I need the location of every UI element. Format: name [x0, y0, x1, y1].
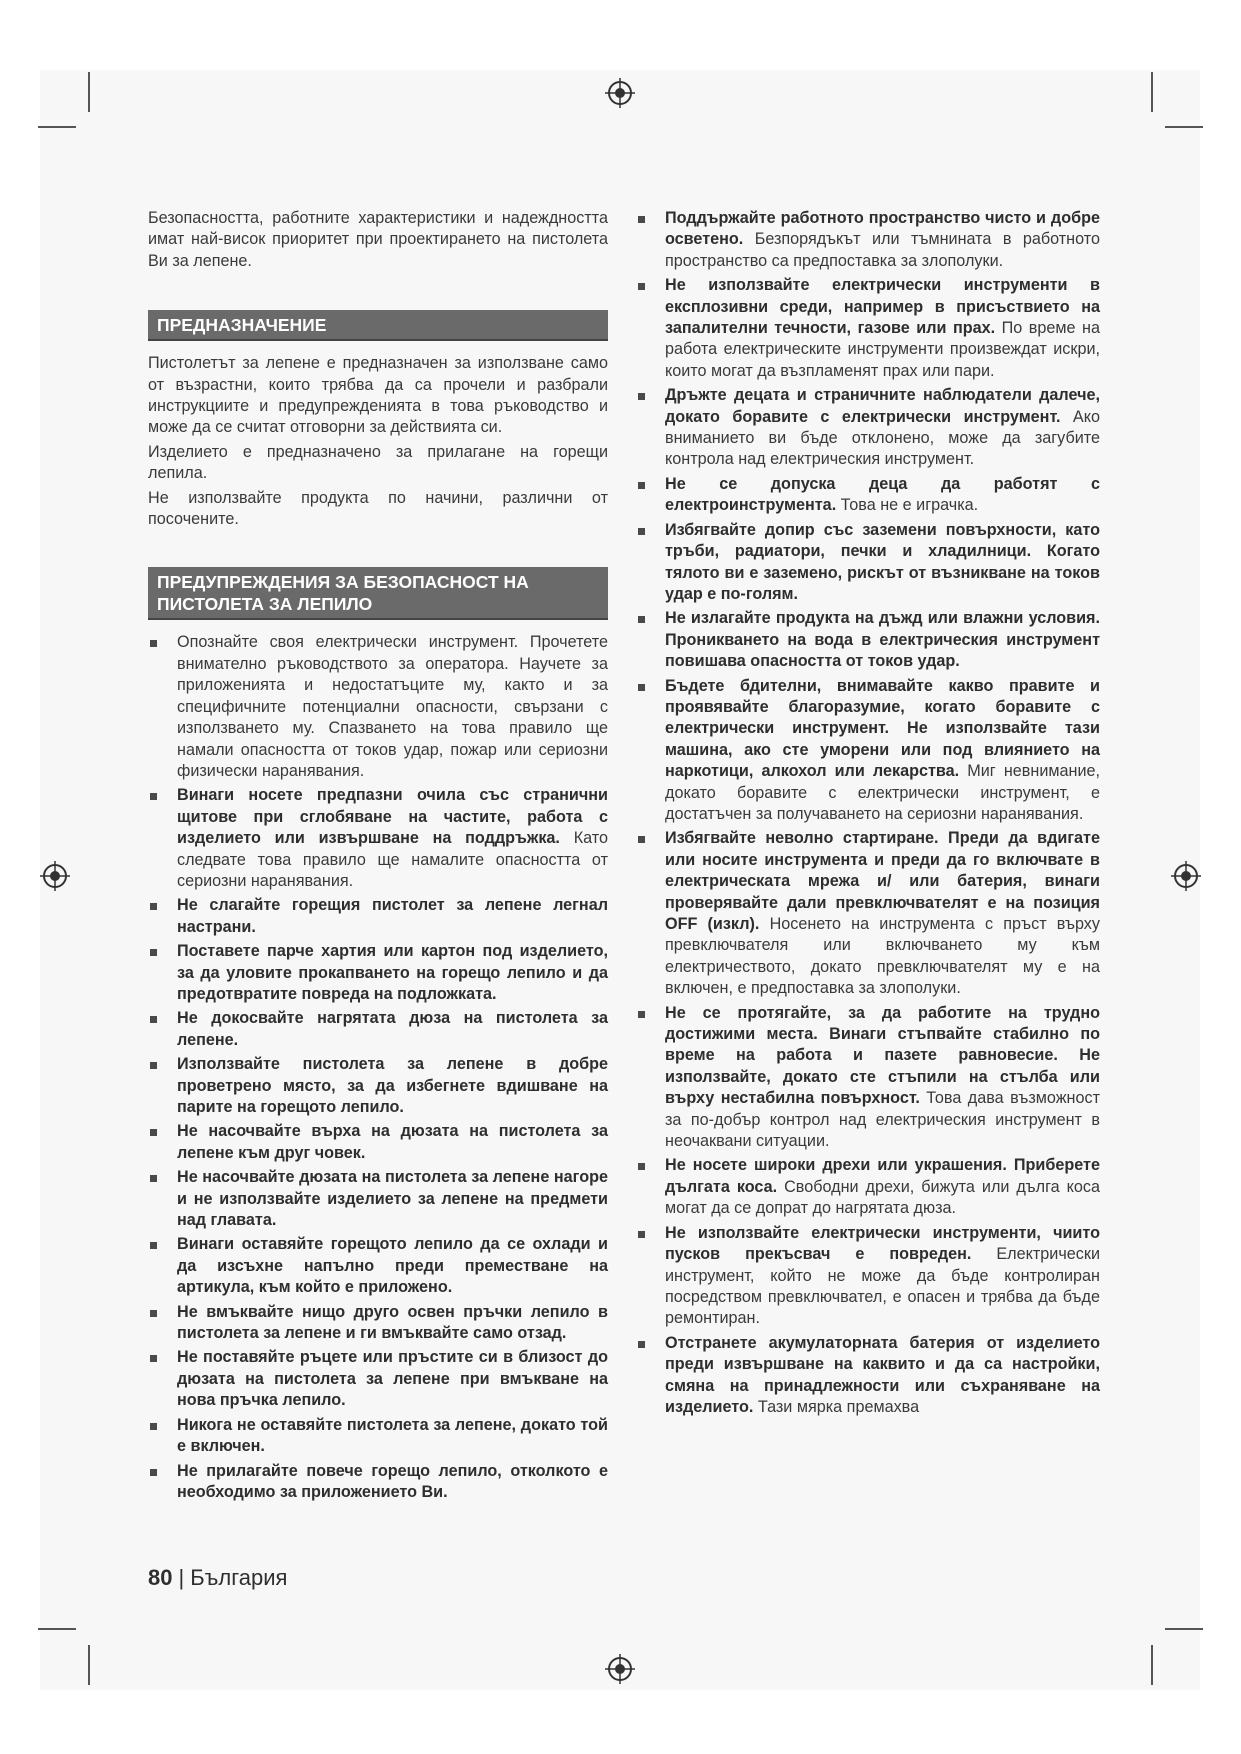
- crop-mark: [88, 1645, 90, 1685]
- bullet-square-icon: [638, 1231, 645, 1238]
- bullet-square-icon: [150, 903, 157, 910]
- list-item: Винаги оставяйте горещото лепило да се охлади и да изсъхне напълно преди преместване на артикула, към който е приложено.: [148, 1234, 608, 1298]
- bullet-square-icon: [150, 1469, 157, 1476]
- bullet-square-icon: [150, 1175, 157, 1182]
- bullet-square-icon: [150, 1062, 157, 1069]
- paragraph: Изделието е предназначено за прилагане на горещи лепила.: [148, 442, 608, 483]
- bullet-square-icon: [150, 1129, 157, 1136]
- bullet-square-icon: [638, 1341, 645, 1348]
- registration-mark-icon: [1171, 861, 1201, 891]
- list-item: Не слагайте горещия пистолет за лепене легнал настрани.: [148, 895, 608, 938]
- bullet-square-icon: [638, 216, 645, 223]
- bullet-square-icon: [638, 482, 645, 489]
- section-heading-safety-warnings: ПРЕДУПРЕЖДЕНИЯ ЗА БЕЗОПАСНОСТ НА ПИСТОЛЕТА ЗА ЛЕПИЛО: [148, 567, 608, 620]
- bullet-square-icon: [150, 793, 157, 800]
- bullet-square-icon: [638, 1163, 645, 1170]
- bullet-square-icon: [638, 283, 645, 290]
- list-item: Дръжте децата и страничните наблюдатели далече, докато боравите с електрически инструмент. Ако вниманието ви бъде отклонено, може да загубите контрола над електрическия инструмент.: [636, 385, 1100, 471]
- bullet-square-icon: [638, 616, 645, 623]
- list-item: Поставете парче хартия или картон под изделието, за да уловите прокапването на горещо лепило и да предотвратите повреда на подложката.: [148, 941, 608, 1005]
- list-item: Не насочвайте дюзата на пистолета за лепене нагоре и не използвайте изделието за лепене на предмети над главата.: [148, 1167, 608, 1231]
- list-item: Избягвайте неволно стартиране. Преди да вдигате или носите инструмента и преди да го включвате в електрическата мрежа и/ или батерия, винаги проверявайте дали превключвателят е на позиция OFF (изкл). Носенето на инструмента с пръст върху превключвателя или включването му към електричеството, докато превключвателят му е на включен, е предпоставка за злополуки.: [636, 828, 1100, 999]
- general-safety-list: [636, 208, 1100, 1418]
- list-item: Не насочвайте върха на дюзата на пистолета за лепене към друг човек.: [148, 1121, 608, 1164]
- bullet-square-icon: [150, 1242, 157, 1249]
- section-heading-purpose: ПРЕДНАЗНАЧЕНИЕ: [148, 310, 608, 341]
- bullet-square-icon: [638, 393, 645, 400]
- crop-mark: [1151, 1645, 1153, 1685]
- footer-separator: |: [178, 1565, 185, 1590]
- crop-mark: [88, 72, 90, 112]
- bullet-square-icon: [150, 1355, 157, 1362]
- crop-mark: [38, 126, 76, 128]
- right-column: [636, 208, 1100, 1421]
- list-item: Не докосвайте нагрятата дюза на пистолета за лепене.: [148, 1008, 608, 1051]
- list-item: Винаги носете предпазни очила със странични щитове при сглобяване на частите, работа с изделието или извършване на поддръжка. Като следвате това правило ще намалите опасността от сериозни наранявания.: [148, 785, 608, 892]
- list-item: Не използвайте електрически инструменти в експлозивни среди, например в присъствието на запалителни течности, газове или прах. По време на работа електрическите инструменти произвеждат искри, които могат да възпламенят прах или пари.: [636, 275, 1100, 382]
- bullet-square-icon: [150, 1423, 157, 1430]
- crop-mark: [1165, 1628, 1203, 1630]
- list-item: Не се протягайте, за да работите на трудно достижими места. Винаги стъпвайте стабилно по време на работа и пазете равновесие. Не използвайте, докато сте стъпили на стълба или върху нестабилна повърхност. Това дава възможност за по-добър контрол над електрическия инструмент в неочаквани ситуации.: [636, 1003, 1100, 1153]
- crop-mark: [38, 1628, 76, 1630]
- bullet-square-icon: [638, 684, 645, 691]
- list-item: Не носете широки дрехи или украшения. Приберете дългата коса. Свободни дрехи, бижута или дълга коса могат да се допрат до нагрятата дюза.: [636, 1155, 1100, 1219]
- list-item: Не излагайте продукта на дъжд или влажни условия. Проникването на вода в електрическия инструмент повишава опасността от токов удар.: [636, 608, 1100, 672]
- list-item: Не вмъквайте нищо друго освен пръчки лепило в пистолета за лепене и ги вмъквайте само отзад.: [148, 1302, 608, 1345]
- registration-mark-icon: [605, 1654, 635, 1684]
- list-item: Използвайте пистолета за лепене в добре проветрено място, за да избегнете вдишване на парите на горещото лепило.: [148, 1054, 608, 1118]
- footer-language: България: [190, 1565, 288, 1590]
- bullet-square-icon: [638, 1011, 645, 1018]
- left-column: [148, 208, 608, 1506]
- list-item: Не използвайте електрически инструменти, чиито пусков прекъсвач е повреден. Електрически инструмент, който не може да бъде контролиран посредством превключвател, е опасен и трябва да бъде ремонтиран.: [636, 1223, 1100, 1330]
- list-item: Никога не оставяйте пистолета за лепене, докато той е включен.: [148, 1415, 608, 1458]
- registration-mark-icon: [605, 78, 635, 108]
- crop-mark: [1165, 126, 1203, 128]
- paragraph: Не използвайте продукта по начини, различни от посочените.: [148, 488, 608, 529]
- crop-mark: [1151, 72, 1153, 112]
- list-item: Не прилагайте повече горещо лепило, отколкото е необходимо за приложението Ви.: [148, 1461, 608, 1504]
- list-item: Не се допуска деца да работят с електроинструмента. Това не е играчка.: [636, 474, 1100, 517]
- registration-mark-icon: [40, 861, 70, 891]
- page-footer: [148, 1565, 287, 1591]
- page-number: 80: [148, 1565, 173, 1590]
- list-item: Бъдете бдителни, внимавайте какво правите и проявявайте благоразумие, когато боравите с електрически инструмент. Не използвайте тази машина, ако сте уморени или под влиянието на наркотици, алкохол или лекарства. Миг невнимание, докато боравите с електрически инструмент, е достатъчен за получаването на сериозни наранявания.: [636, 676, 1100, 826]
- list-item: Избягвайте допир със заземени повърхности, като тръби, радиатори, печки и хладилници. Когато тялото ви е заземено, рискът от възникване на токов удар е по-голям.: [636, 520, 1100, 606]
- bullet-square-icon: [150, 1016, 157, 1023]
- list-item: Отстранете акумулаторната батерия от изделието преди извършване на каквито и да са настройки, смяна на принадлежности или съхраняване на изделието. Тази мярка премахва: [636, 1333, 1100, 1419]
- list-item: Опознайте своя електрически инструмент. Прочетете внимателно ръководството за оператора. Научете за приложенията и недостатъците му, както и за специфичните потенциални опасности, свързани с използването му. Спазването на това правило ще намали опасността от токов удар, пожар или сериозни физически наранявания.: [148, 632, 608, 782]
- safety-warnings-list: [148, 632, 608, 1503]
- bullet-square-icon: [638, 528, 645, 535]
- paragraph: Пистолетът за лепене е предназначен за използване само от възрастни, които трябва да са прочели и разбрали инструкциите и предупрежденията в това ръководство и може да се считат отговорни за действията си.: [148, 354, 608, 437]
- bullet-square-icon: [150, 949, 157, 956]
- list-item: Не поставяйте ръцете или пръстите си в близост до дюзата на пистолета за лепене при вмъкване на нова пръчка лепило.: [148, 1347, 608, 1411]
- bullet-square-icon: [150, 640, 157, 647]
- intro-paragraph: Безопасността, работните характеристики и надеждността имат най-висок приоритет при проектирането на пистолета Ви за лепене.: [148, 209, 608, 270]
- bullet-square-icon: [150, 1310, 157, 1317]
- list-item: Поддържайте работното пространство чисто и добре осветено. Безпорядъкът или тъмнината в работното пространство са предпоставка за злополуки.: [636, 208, 1100, 272]
- bullet-square-icon: [638, 836, 645, 843]
